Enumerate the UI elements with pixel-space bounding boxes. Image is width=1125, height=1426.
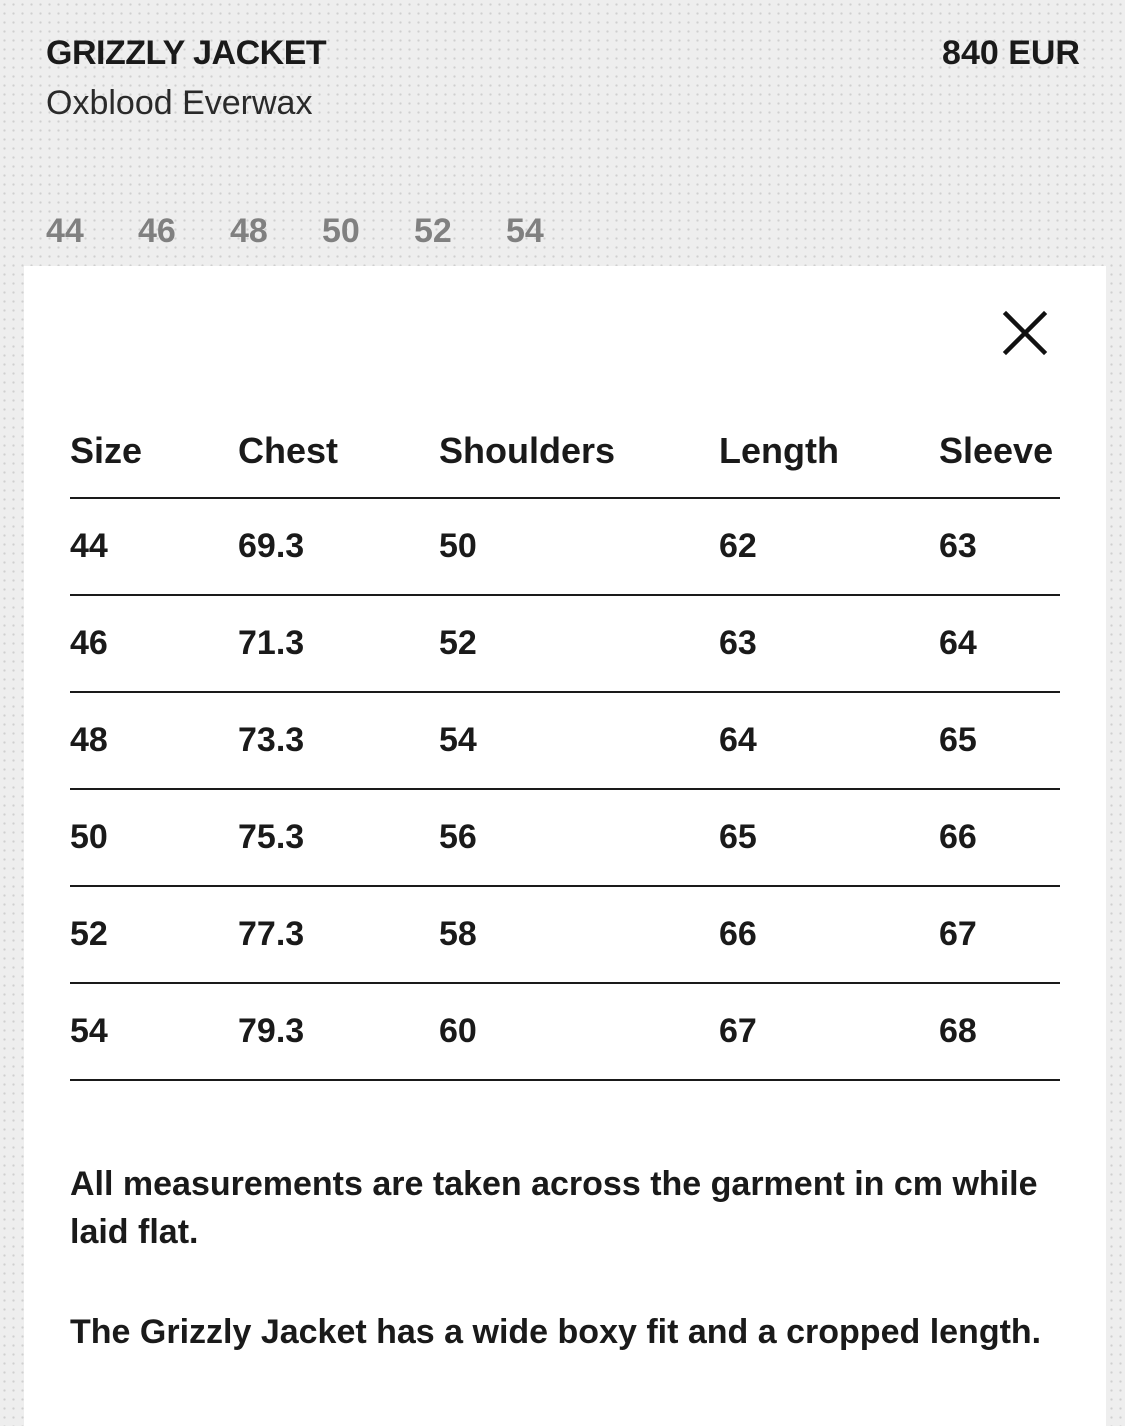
cell-shoulders: 56: [439, 789, 719, 886]
cell-chest: 69.3: [238, 498, 439, 595]
cell-shoulders: 58: [439, 886, 719, 983]
cell-size: 48: [70, 692, 238, 789]
cell-shoulders: 54: [439, 692, 719, 789]
size-option[interactable]: 48: [230, 212, 268, 250]
product-variant: Oxblood Everwax: [46, 84, 313, 122]
measurement-note: All measurements are taken across the garment in cm while laid flat.: [70, 1165, 1038, 1251]
column-header-size: Size: [70, 416, 238, 498]
column-header-sleeve: Sleeve: [939, 416, 1060, 498]
cell-size: 50: [70, 789, 238, 886]
table-row: [70, 692, 1060, 789]
close-icon: [1000, 308, 1050, 358]
table-row: [70, 886, 1060, 983]
fit-note: The Grizzly Jacket has a wide boxy fit and a cropped length.: [70, 1313, 1042, 1351]
cell-length: 62: [719, 498, 939, 595]
product-price: 840 EUR: [942, 34, 1080, 72]
size-chart-table: [70, 416, 1060, 1081]
size-option[interactable]: 50: [322, 212, 360, 250]
table-row: [70, 983, 1060, 1080]
close-button[interactable]: [1000, 308, 1050, 358]
cell-size: 52: [70, 886, 238, 983]
cell-size: 54: [70, 983, 238, 1080]
cell-length: 63: [719, 595, 939, 692]
size-option[interactable]: 46: [138, 212, 176, 250]
column-header-length: Length: [719, 416, 939, 498]
cell-sleeve: 63: [939, 498, 1060, 595]
cell-chest: 77.3: [238, 886, 439, 983]
table-row: [70, 498, 1060, 595]
column-header-shoulders: Shoulders: [439, 416, 719, 498]
size-selector: [46, 212, 598, 251]
size-option[interactable]: 54: [506, 212, 544, 250]
cell-shoulders: 52: [439, 595, 719, 692]
cell-length: 65: [719, 789, 939, 886]
product-header: [46, 30, 1086, 140]
column-header-chest: Chest: [238, 416, 439, 498]
cell-length: 67: [719, 983, 939, 1080]
size-option[interactable]: 44: [46, 212, 84, 250]
table-row: [70, 595, 1060, 692]
cell-shoulders: 60: [439, 983, 719, 1080]
product-name: GRIZZLY JACKET: [46, 34, 327, 72]
cell-sleeve: 64: [939, 595, 1060, 692]
cell-sleeve: 65: [939, 692, 1060, 789]
table-header-row: [70, 416, 1060, 498]
cell-length: 66: [719, 886, 939, 983]
cell-sleeve: 68: [939, 983, 1060, 1080]
cell-size: 44: [70, 498, 238, 595]
cell-chest: 75.3: [238, 789, 439, 886]
cell-chest: 79.3: [238, 983, 439, 1080]
table-row: [70, 789, 1060, 886]
cell-sleeve: 67: [939, 886, 1060, 983]
cell-chest: 71.3: [238, 595, 439, 692]
cell-shoulders: 50: [439, 498, 719, 595]
cell-length: 64: [719, 692, 939, 789]
cell-sleeve: 66: [939, 789, 1060, 886]
cell-chest: 73.3: [238, 692, 439, 789]
size-chart-modal: [24, 266, 1106, 1426]
cell-size: 46: [70, 595, 238, 692]
size-option[interactable]: 52: [414, 212, 452, 250]
